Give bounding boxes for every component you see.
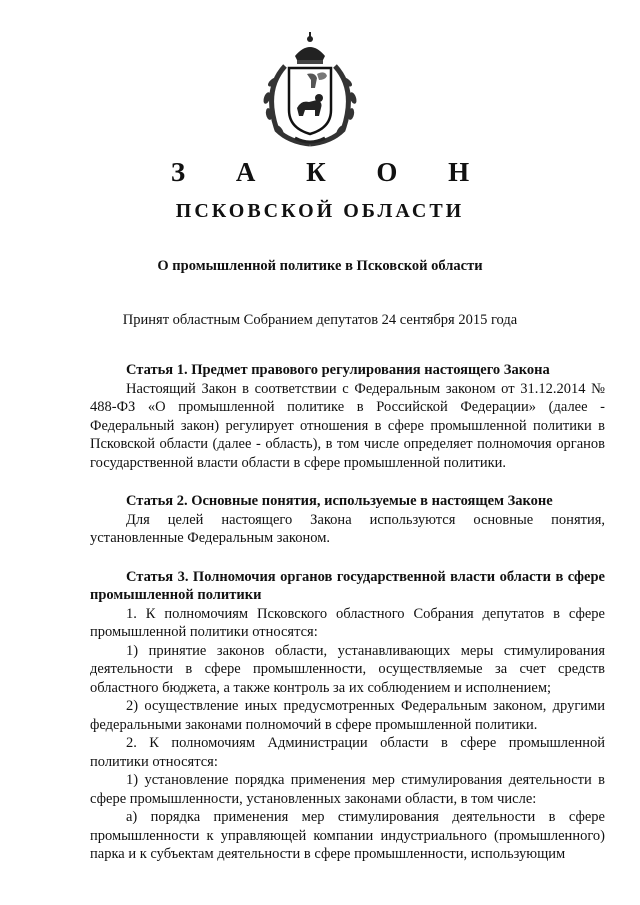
article-3-paragraph: 2. К полномочиям Администрации области в сфере промышленной политики относятся: bbox=[90, 735, 605, 770]
law-title: З А К О Н bbox=[170, 157, 492, 187]
article-3-paragraph: 1) принятие законов области, устанавливающих меры стимулирования деятельности в сфере промышленности, осуществляемые за счет средств областного бюджета, а также контроль за их соблюдением и исполнением; bbox=[90, 642, 605, 696]
pskov-coat-of-arms-icon bbox=[255, 30, 365, 148]
article-1-paragraph: Настоящий Закон в соответствии с Федеральным законом от 31.12.2014 № 488-ФЗ «О промышленной политике в Российской Федерации» (далее - Федеральный закон) регулирует отношения в сфере промышленной политики в Псковской области (далее - область), в том числе определяет полномочия органов государственной власти области в сфере промышленной политики. bbox=[90, 380, 605, 471]
article-3-paragraph: 1. К полномочиям Псковского областного Собрания депутатов в сфере промышленной политики относятся: bbox=[90, 605, 605, 640]
article-1-heading: Статья 1. Предмет правового регулирования настоящего Закона bbox=[126, 362, 550, 378]
adoption-note: Принят областным Собранием депутатов 24 сентября 2015 года bbox=[122, 312, 518, 328]
article-3-paragraph: 2) осуществление иных предусмотренных Федеральным законом, другими федеральными законами полномочий в сфере промышленной политики. bbox=[90, 698, 605, 733]
law-subject: О промышленной политике в Псковской области bbox=[157, 258, 483, 274]
article-2-paragraph: Для целей настоящего Закона используются основные понятия, установленные Федеральным законом. bbox=[90, 511, 605, 546]
article-3-heading: Статья 3. Полномочия органов государственной власти области в сфере промышленной политики bbox=[90, 568, 605, 603]
article-3-paragraph: а) порядка применения мер стимулирования деятельности в сфере промышленности к управляющей компании индустриального (промышленного) парка и к субъектам деятельности в сфере промышленности, использующим bbox=[90, 809, 605, 862]
region-title: ПСКОВСКОЙ ОБЛАСТИ bbox=[175, 200, 465, 222]
law-body bbox=[90, 361, 605, 864]
article-2-heading: Статья 2. Основные понятия, используемые в настоящем Законе bbox=[126, 493, 553, 509]
article-3-paragraph: 1) установление порядка применения мер стимулирования деятельности в сфере промышленности, установленных законами области, в том числе: bbox=[90, 772, 605, 807]
